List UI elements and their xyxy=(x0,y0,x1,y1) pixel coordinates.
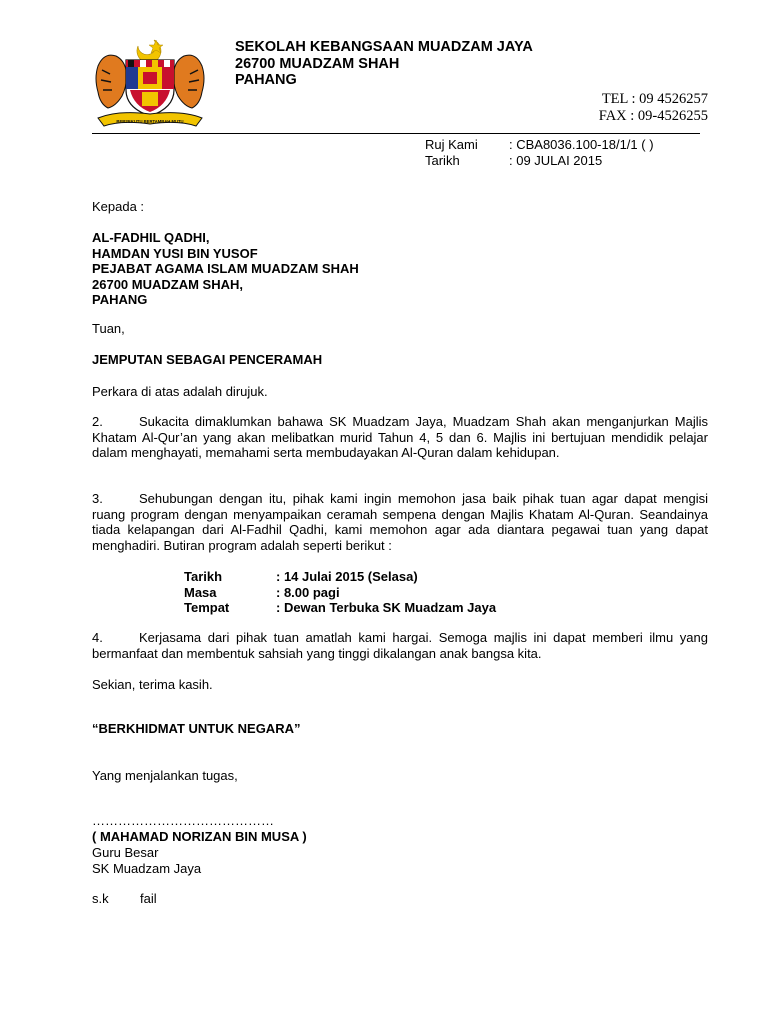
paragraph-text: Kerjasama dari pihak tuan amatlah kami hargai. Semoga majlis ini dapat memberi ilmu yang bermanfaat dan membentuk sahsiah yang tinggi dikalangan anak bangsa kita. xyxy=(92,630,708,661)
recipient-line: PEJABAT AGAMA ISLAM MUADZAM SHAH xyxy=(92,261,359,276)
detail-label: Tarikh xyxy=(184,569,223,584)
paragraph-3 xyxy=(92,491,708,553)
reference-block xyxy=(425,137,654,168)
ruj-value: : CBA8036.100-18/1/1 ( ) xyxy=(509,137,654,152)
signature-dots: …………………………………… xyxy=(92,813,274,828)
letterhead xyxy=(235,39,533,89)
fax-number: FAX : 09-4526255 xyxy=(598,108,708,124)
cc-label: s.k xyxy=(92,891,109,906)
signatory-name: ( MAHAMAD NORIZAN BIN MUSA ) xyxy=(92,829,307,844)
detail-label: Masa xyxy=(184,584,217,600)
kepada-label: Kepada : xyxy=(92,199,145,214)
tel-number: TEL : 09 4526257 xyxy=(601,91,708,107)
signatory-org: SK Muadzam Jaya xyxy=(92,861,202,876)
tarikh-value: : 09 JULAI 2015 xyxy=(509,152,603,168)
detail-value: : Dewan Terbuka SK Muadzam Jaya xyxy=(276,600,497,615)
school-postcode-city: 26700 MUADZAM SHAH xyxy=(235,55,400,72)
paragraph-2 xyxy=(92,414,708,461)
recipient-line: 26700 MUADZAM SHAH, xyxy=(92,276,243,292)
ruj-label: Ruj Kami xyxy=(425,137,478,152)
cc-line xyxy=(92,891,157,907)
recipient-line: AL-FADHIL QADHI, xyxy=(92,230,210,245)
school-state: PAHANG xyxy=(235,72,297,88)
paragraph-4 xyxy=(92,630,708,661)
intro-line: Perkara di atas adalah dirujuk. xyxy=(92,384,268,399)
salutation: Tuan, xyxy=(92,321,125,336)
program-details xyxy=(184,569,496,616)
coat-of-arms-crest xyxy=(88,36,212,136)
tarikh-label: Tarikh xyxy=(425,152,460,168)
detail-label: Tempat xyxy=(184,600,230,615)
subject-title: JEMPUTAN SEBAGAI PENCERAMAH xyxy=(92,352,323,367)
school-name: SEKOLAH KEBANGSAAN MUADZAM JAYA xyxy=(235,39,533,55)
header-divider xyxy=(92,133,700,134)
detail-value: : 14 Julai 2015 (Selasa) xyxy=(276,569,418,584)
svg-text:BERSEKUTU BERTAMBAH MUTU: BERSEKUTU BERTAMBAH MUTU xyxy=(116,119,184,124)
paragraph-text: Sukacita dimaklumkan bahawa SK Muadzam Jaya, Muadzam Shah akan menganjurkan Majlis Khatam Al-Qur’an yang akan melibatkan murid Tahun 4, 5 dan 6. Majlis ini bertujuan mendidik pelajar dalam menghayati, memahami serta membudayakan Al-Quran dalam kehidupan. xyxy=(92,414,708,460)
cc-value: fail xyxy=(140,891,157,906)
paragraph-text: Sehubungan dengan itu, pihak kami ingin memohon jasa baik pihak tuan agar dapat mengisi ruang program dengan menyampaikan ceramah sempena dengan Majlis Khatam Al-Quran. Seandainya tiada kelapangan dari Al-Fadhil Qadhi, kami memohon agar ada diantara pegawai tuan yang dapat menghadiri. Butiran program adalah seperti berikut : xyxy=(92,491,708,553)
contact-block xyxy=(599,91,708,125)
paragraph-number: 2. xyxy=(92,414,103,429)
recipient-line: PAHANG xyxy=(92,292,148,307)
signoff: Yang menjalankan tugas, xyxy=(92,768,238,783)
recipient-line: HAMDAN YUSI BIN YUSOF xyxy=(92,245,258,261)
detail-value: : 8.00 pagi xyxy=(276,584,340,600)
paragraph-number: 4. xyxy=(92,630,103,645)
recipient-address xyxy=(92,230,359,308)
paragraph-number: 3. xyxy=(92,491,103,506)
signatory-title: Guru Besar xyxy=(92,845,159,860)
closing-line: Sekian, terima kasih. xyxy=(92,677,213,692)
motto: “BERKHIDMAT UNTUK NEGARA” xyxy=(92,721,301,736)
